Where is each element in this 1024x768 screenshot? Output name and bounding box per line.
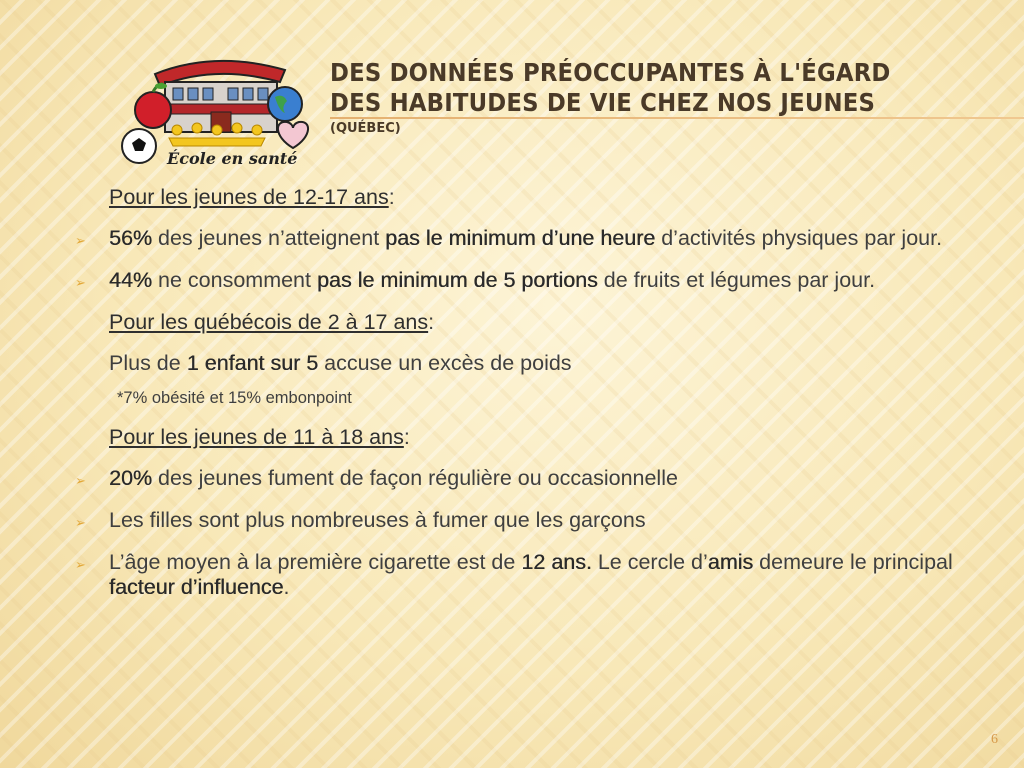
title-line-1: DES DONNÉES PRÉOCCUPANTES À L'ÉGARD <box>330 58 891 87</box>
arrow-bullet-icon: ➢ <box>75 233 86 248</box>
page-number: 6 <box>991 732 998 747</box>
list-item: ➢ L’âge moyen à la première cigarette est de 12 ans. Le cercle d’amis demeure le principal facteur d’influence. <box>75 550 953 599</box>
list-item: ➢ 56% des jeunes n’atteignent pas le minimum d’une heure d’activités physiques par jour. <box>75 226 955 251</box>
slide-title <box>330 58 990 138</box>
slide-body <box>75 185 955 600</box>
list-item: ➢ 20% des jeunes fument de façon régulière ou occasionnelle <box>75 466 955 491</box>
arrow-bullet-icon: ➢ <box>75 275 86 290</box>
section-heading-2-17: Pour les québécois de 2 à 17 ans: <box>109 310 435 334</box>
excess-weight-line: Plus de 1 enfant sur 5 accuse un excès de poids <box>109 351 572 375</box>
logo-text: École en santé <box>167 149 298 168</box>
arrow-bullet-icon: ➢ <box>75 557 86 572</box>
section-heading-12-17: Pour les jeunes de 12-17 ans: <box>109 185 395 209</box>
arrow-bullet-icon: ➢ <box>75 515 86 530</box>
title-line-2: DES HABITUDES DE VIE CHEZ NOS JEUNES <box>330 88 876 117</box>
ecole-en-sante-logo <box>115 52 320 170</box>
arrow-bullet-icon: ➢ <box>75 473 86 488</box>
section-heading-11-18: Pour les jeunes de 11 à 18 ans: <box>109 425 410 449</box>
title-divider <box>330 117 1024 119</box>
list-item: ➢ Les filles sont plus nombreuses à fumer que les garçons <box>75 508 955 533</box>
title-subtitle: (QUÉBEC) <box>330 121 401 136</box>
list-item: ➢ 44% ne consomment pas le minimum de 5 portions de fruits et légumes par jour. <box>75 268 955 293</box>
footnote: *7% obésité et 15% embonpoint <box>117 389 352 407</box>
